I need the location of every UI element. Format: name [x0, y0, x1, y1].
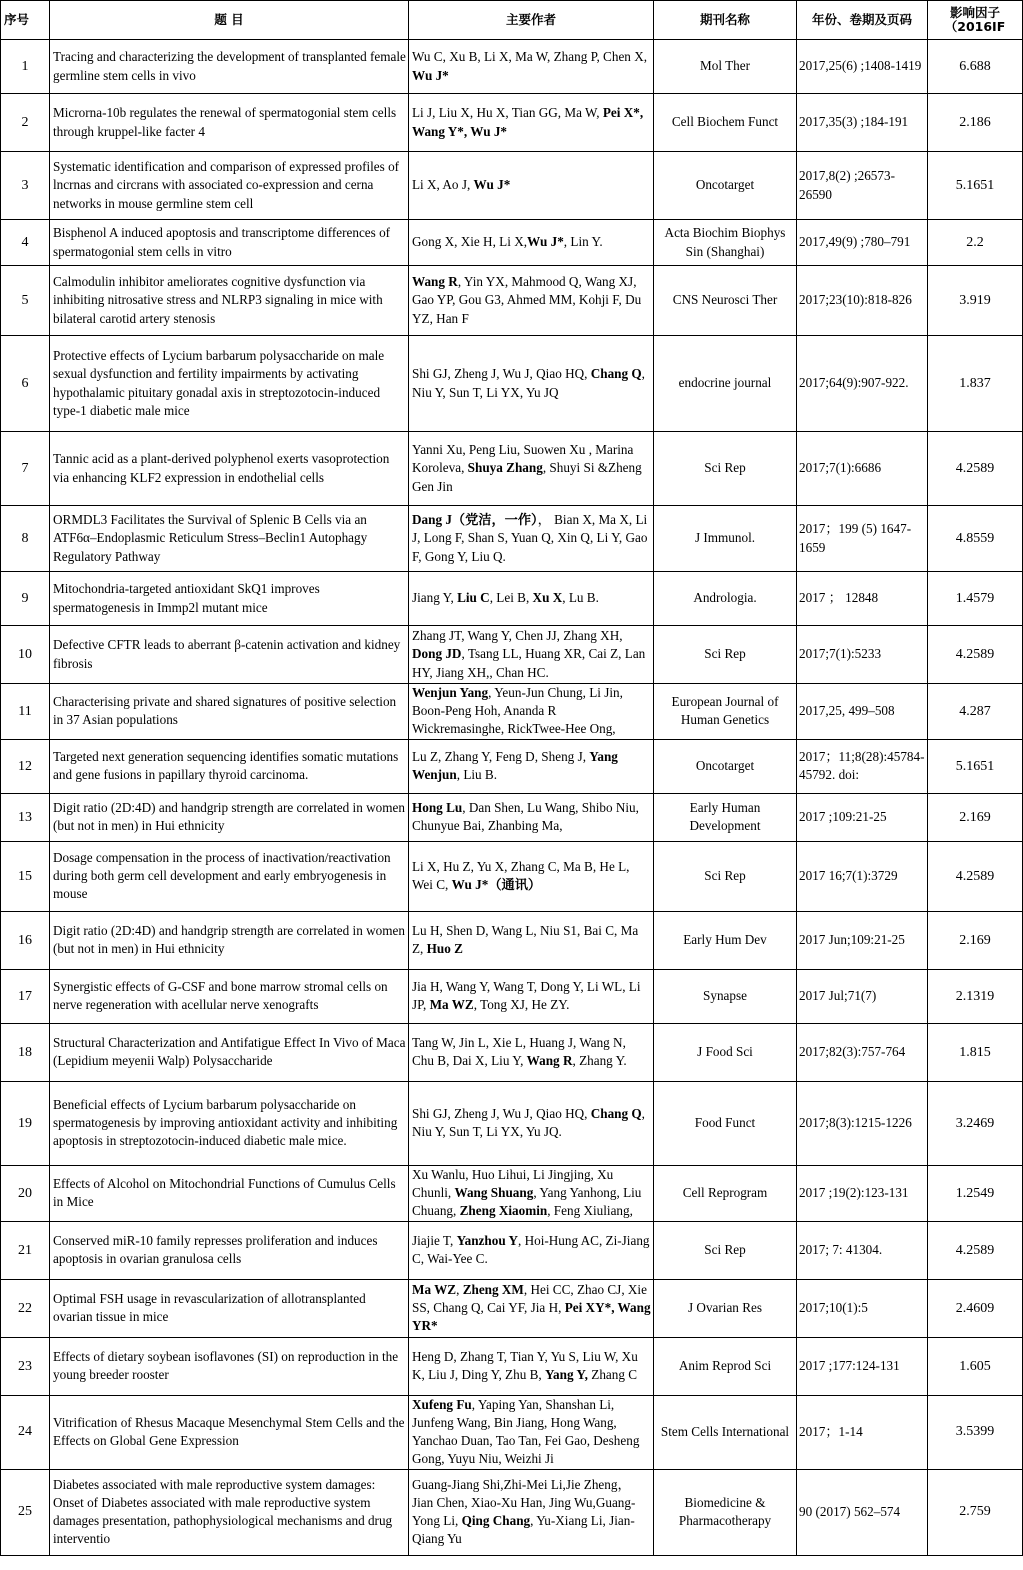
author-text: ,: [456, 1281, 463, 1297]
volume-pages: 2017 Jun;109:21-25: [797, 911, 928, 969]
volume-pages: 2017 ;19(2):123-131: [797, 1165, 928, 1221]
author-text: Li J, Liu X, Hu X, Tian GG, Ma W,: [412, 105, 603, 121]
row-number: 10: [1, 626, 50, 684]
table-row: [1, 94, 1023, 152]
volume-pages: 2017;7(1):6686: [797, 432, 928, 506]
row-number: 5: [1, 266, 50, 336]
volume-pages: 2017 16;7(1):3729: [797, 841, 928, 911]
table-row: [1, 506, 1023, 572]
author-text: , Niu Y, Sun T, Li YX, Yu JQ.: [412, 1105, 645, 1140]
paper-title: Vitrification of Rhesus Macaque Mesenchymal Stem Cells and the Effects on Global Gene Expression: [50, 1395, 409, 1469]
row-number: 8: [1, 506, 50, 572]
author-highlight: Qing Chang: [461, 1513, 531, 1529]
paper-authors: [409, 572, 654, 626]
author-text: , Feng Xiuliang,: [547, 1203, 633, 1219]
impact-factor: 2.169: [928, 793, 1023, 841]
paper-authors: [409, 1395, 654, 1469]
paper-authors: [409, 684, 654, 740]
author-text: Jia H, Wang Y, Wang T, Dong Y, Li WL, Li JP,: [412, 978, 641, 1013]
paper-authors: [409, 1279, 654, 1337]
volume-pages: 2017,8(2) ;26573-26590: [797, 152, 928, 220]
table-row: [1, 969, 1023, 1023]
author-highlight: Dong JD: [412, 646, 462, 662]
paper-authors: [409, 336, 654, 432]
journal-name: endocrine journal: [654, 336, 797, 432]
paper-authors: [409, 266, 654, 336]
paper-title: Diabetes associated with male reproductive system damages: Onset of Diabetes associated with male reproductive system damages presentation, pathophysiological mechanisms and drug interventio: [50, 1469, 409, 1555]
journal-name: Biomedicine & Pharmacotherapy: [654, 1469, 797, 1555]
author-text: , Yaping Yan, Shanshan Li, Junfeng Wang, Bin Jiang, Hong Wang, Yanchao Duan, Tao Tan, Fei Gao, Desheng Gong, Yuyu Niu, Weizhi Ji: [412, 1396, 640, 1467]
author-text: , Lei B,: [489, 590, 533, 606]
author-highlight: Yang Y,: [544, 1367, 588, 1383]
author-text: ， Bian X, Ma X, Li J, Long F, Shan S, Yuan Q, Xin Q, Li Y, Gao F, Gong Y, Liu Q.: [412, 512, 648, 564]
author-text: Jiang Y,: [412, 590, 458, 606]
author-text: , Yin YX, Mahmood Q, Wang XJ, Gao YP, Gou G3, Ahmed MM, Kohji F, Du YZ, Han F: [412, 274, 642, 326]
paper-title: Optimal FSH usage in revascularization of allotransplanted ovarian tissue in mice: [50, 1279, 409, 1337]
row-number: 2: [1, 94, 50, 152]
author-highlight: Pei X*, Wang Y*, Wu J*: [412, 105, 644, 139]
impact-factor: 4.2589: [928, 841, 1023, 911]
impact-factor: 5.1651: [928, 152, 1023, 220]
volume-pages: 2017;23(10):818-826: [797, 266, 928, 336]
volume-pages: 2017；1-14: [797, 1395, 928, 1469]
author-highlight: Xu X: [532, 590, 563, 606]
paper-title: Synergistic effects of G-CSF and bone marrow stromal cells on nerve regeneration with acellular nerve xenografts: [50, 969, 409, 1023]
journal-name: Sci Rep: [654, 626, 797, 684]
paper-title: Tracing and characterizing the development of transplanted female germline stem cells in vivo: [50, 40, 409, 94]
table-row: [1, 1165, 1023, 1221]
row-number: 9: [1, 572, 50, 626]
impact-factor: 2.759: [928, 1469, 1023, 1555]
author-text: Li X, Ao J,: [412, 177, 474, 193]
impact-factor: 4.287: [928, 684, 1023, 740]
author-text: Li X, Hu Z, Yu X, Zhang C, Ma B, He L, Wei C,: [412, 858, 630, 893]
paper-title: ORMDL3 Facilitates the Survival of Splenic B Cells via an ATF6α–Endoplasmic Reticulum Stress–Beclin1 Autophagy Regulatory Pathway: [50, 506, 409, 572]
paper-authors: [409, 969, 654, 1023]
author-text: Guang-Jiang Shi,Zhi-Mei Li,Jie Zheng，Jian Chen, Xiao-Xu Han, Jing Wu,Guang-Yong Li,: [412, 1476, 636, 1529]
journal-name: J Food Sci: [654, 1023, 797, 1081]
table-row: [1, 793, 1023, 841]
paper-authors: [409, 1081, 654, 1165]
impact-factor: 4.8559: [928, 506, 1023, 572]
paper-title: Effects of dietary soybean isoflavones (SI) on reproduction in the young breeder rooster: [50, 1337, 409, 1395]
row-number: 13: [1, 793, 50, 841]
journal-name: Mol Ther: [654, 40, 797, 94]
paper-title: Calmodulin inhibitor ameliorates cognitive dysfunction via inhibiting nitrosative stress and NLRP3 signaling in mice with bilateral carotid artery stenosis: [50, 266, 409, 336]
table-row: [1, 432, 1023, 506]
author-highlight: Shuya Zhang: [467, 460, 543, 476]
impact-factor: 1.815: [928, 1023, 1023, 1081]
author-highlight: Wu J*（通讯）: [451, 877, 542, 893]
author-text: , Tong XJ, He ZY.: [473, 997, 570, 1013]
table-row: [1, 336, 1023, 432]
paper-authors: [409, 1221, 654, 1279]
table-row: [1, 1395, 1023, 1469]
journal-name: Sci Rep: [654, 432, 797, 506]
header-authors: 主要作者: [409, 1, 654, 40]
paper-title: Microrna-10b regulates the renewal of spermatogonial stem cells through kruppel-like facter 4: [50, 94, 409, 152]
journal-name: European Journal of Human Genetics: [654, 684, 797, 740]
journal-name: Sci Rep: [654, 1221, 797, 1279]
header-impact: 影响因子（2016IF: [928, 1, 1023, 40]
journal-name: Oncotarget: [654, 152, 797, 220]
impact-factor: 6.688: [928, 40, 1023, 94]
author-text: Tang W, Jin L, Xie L, Huang J, Wang N, Chu B, Dai X, Liu Y,: [412, 1034, 626, 1069]
journal-name: J Immunol.: [654, 506, 797, 572]
journal-name: Synapse: [654, 969, 797, 1023]
author-text: , Yang Yanhong, Liu Chuang,: [412, 1185, 642, 1219]
author-highlight: Yanzhou Y: [456, 1232, 518, 1248]
author-text: Lu Z, Zhang Y, Feng D, Sheng J,: [412, 748, 590, 764]
impact-factor: 1.605: [928, 1337, 1023, 1395]
paper-authors: [409, 220, 654, 266]
paper-title: Bisphenol A induced apoptosis and transcriptome differences of spermatogonial stem cells in vitro: [50, 220, 409, 266]
table-row: [1, 152, 1023, 220]
table-row: [1, 739, 1023, 793]
author-highlight: Wang Shuang: [454, 1185, 534, 1201]
table-row: [1, 1469, 1023, 1555]
journal-name: Early Human Development: [654, 793, 797, 841]
row-number: 23: [1, 1337, 50, 1395]
paper-authors: [409, 506, 654, 572]
row-number: 17: [1, 969, 50, 1023]
row-number: 21: [1, 1221, 50, 1279]
row-number: 18: [1, 1023, 50, 1081]
row-number: 16: [1, 911, 50, 969]
author-highlight: Wang R: [526, 1053, 573, 1069]
author-text: , Shuyi Si &Zheng Gen Jin: [412, 460, 642, 494]
author-text: , Niu Y, Sun T, Li YX, Yu JQ: [412, 366, 645, 400]
author-highlight: Wenjun Yang: [412, 685, 489, 700]
author-highlight: Wu J*: [473, 177, 511, 193]
author-highlight: Chang Q: [590, 1105, 642, 1121]
row-number: 15: [1, 841, 50, 911]
paper-title: Effects of Alcohol on Mitochondrial Functions of Cumulus Cells in Mice: [50, 1165, 409, 1221]
volume-pages: 2017;7(1):5233: [797, 626, 928, 684]
author-highlight: Liu C: [457, 590, 490, 606]
table-row: [1, 684, 1023, 740]
author-highlight: Pei XY*, Wang YR*: [412, 1300, 651, 1334]
journal-name: Andrologia.: [654, 572, 797, 626]
author-text: Zhang C: [587, 1367, 638, 1383]
impact-factor: 2.186: [928, 94, 1023, 152]
paper-authors: [409, 1165, 654, 1221]
volume-pages: 2017 ； 12848: [797, 572, 928, 626]
header-title: 题 目: [50, 1, 409, 40]
journal-name: J Ovarian Res: [654, 1279, 797, 1337]
author-text: Lu H, Shen D, Wang L, Niu S1, Bai C, Ma Z,: [412, 922, 639, 957]
journal-name: Stem Cells International: [654, 1395, 797, 1469]
row-number: 6: [1, 336, 50, 432]
impact-factor: 3.2469: [928, 1081, 1023, 1165]
paper-title: Tannic acid as a plant-derived polyphenol exerts vasoprotection via enhancing KLF2 expression in endothelial cells: [50, 432, 409, 506]
author-highlight: Wu J*: [412, 67, 449, 83]
row-number: 22: [1, 1279, 50, 1337]
author-highlight: Huo Z: [426, 941, 463, 957]
author-text: Wu C, Xu B, Li X, Ma W, Zhang P, Chen X,: [412, 49, 648, 65]
author-highlight: Ma WZ: [429, 997, 474, 1013]
row-number: 3: [1, 152, 50, 220]
volume-pages: 2017,25, 499–508: [797, 684, 928, 740]
paper-authors: [409, 793, 654, 841]
impact-factor: 4.2589: [928, 1221, 1023, 1279]
paper-title: Targeted next generation sequencing identifies somatic mutations and gene fusions in papillary thyroid carcinoma.: [50, 739, 409, 793]
table-row: [1, 911, 1023, 969]
author-text: , Lin Y.: [563, 234, 603, 250]
impact-factor: 1.837: [928, 336, 1023, 432]
journal-name: Oncotarget: [654, 739, 797, 793]
table-row: [1, 1023, 1023, 1081]
paper-title: Conserved miR-10 family represses proliferation and induces apoptosis in ovarian granulosa cells: [50, 1221, 409, 1279]
journal-name: CNS Neurosci Ther: [654, 266, 797, 336]
paper-title: Defective CFTR leads to aberrant β-catenin activation and kidney fibrosis: [50, 626, 409, 684]
author-highlight: Chang Q: [590, 366, 642, 382]
table-row: [1, 841, 1023, 911]
row-number: 1: [1, 40, 50, 94]
author-highlight: Wang R: [412, 274, 458, 290]
journal-name: Anim Reprod Sci: [654, 1337, 797, 1395]
table-row: [1, 266, 1023, 336]
author-text: , Tsang LL, Huang XR, Cai Z, Lan HY, Jiang XH,, Chan HC.: [412, 646, 646, 680]
volume-pages: 2017; 7: 41304.: [797, 1221, 928, 1279]
volume-pages: 90 (2017) 562–574: [797, 1469, 928, 1555]
paper-authors: [409, 841, 654, 911]
paper-title: Beneficial effects of Lycium barbarum polysaccharide on spermatogenesis by improving antioxidant activity and inhibiting apoptosis in streptozotocin-induced diabetic male mice.: [50, 1081, 409, 1165]
paper-title: Characterising private and shared signatures of positive selection in 37 Asian populations: [50, 684, 409, 740]
table-row: [1, 1081, 1023, 1165]
author-text: Gong X, Xie H, Li X,: [412, 234, 528, 250]
journal-name: Cell Biochem Funct: [654, 94, 797, 152]
header-volume: 年份、卷期及页码: [797, 1, 928, 40]
journal-name: Food Funct: [654, 1081, 797, 1165]
volume-pages: 2017；11;8(28):45784-45792. doi:: [797, 739, 928, 793]
paper-title: Protective effects of Lycium barbarum polysaccharide on male sexual dysfunction and fertility impairments by activating hypothalamic pituitary gonadal axis in streptozotocin-induced type-1 diabetic male mice: [50, 336, 409, 432]
author-highlight: Zheng Xiaomin: [459, 1203, 548, 1219]
paper-authors: [409, 911, 654, 969]
author-text: , Yu-Xiang Li, Jian-Qiang Yu: [412, 1513, 635, 1547]
volume-pages: 2017,25(6) ;1408-1419: [797, 40, 928, 94]
row-number: 20: [1, 1165, 50, 1221]
author-highlight: Ma WZ: [412, 1281, 457, 1297]
journal-name: Early Hum Dev: [654, 911, 797, 969]
volume-pages: 2017,35(3) ;184-191: [797, 94, 928, 152]
impact-factor: 4.2589: [928, 626, 1023, 684]
journal-name: Sci Rep: [654, 841, 797, 911]
volume-pages: 2017;8(3):1215-1226: [797, 1081, 928, 1165]
impact-factor: 2.4609: [928, 1279, 1023, 1337]
paper-authors: [409, 432, 654, 506]
row-number: 11: [1, 684, 50, 740]
author-text: , Dan Shen, Lu Wang, Shibo Niu, Chunyue Bai, Zhanbing Ma,: [412, 799, 639, 834]
paper-authors: [409, 626, 654, 684]
impact-factor: 5.1651: [928, 739, 1023, 793]
author-highlight: Dang J（党洁，一作）: [412, 512, 538, 528]
row-number: 25: [1, 1469, 50, 1555]
author-highlight: Yang Wenjun: [412, 748, 618, 783]
paper-authors: [409, 1469, 654, 1555]
impact-factor: 1.2549: [928, 1165, 1023, 1221]
author-text: , Hoi-Hung AC, Zi-Jiang C, Wai-Yee C.: [412, 1232, 650, 1267]
header-row: [1, 1, 1023, 40]
paper-title: Dosage compensation in the process of inactivation/reactivation during both germ cell development and early embryogenesis in mouse: [50, 841, 409, 911]
paper-authors: [409, 1337, 654, 1395]
author-text: , Yeun-Jun Chung, Li Jin, Boon-Peng Hoh, Ananda R Wickremasinghe, RickTwee-Hee Ong,: [412, 685, 623, 737]
volume-pages: 2017 Jul;71(7): [797, 969, 928, 1023]
paper-authors: [409, 40, 654, 94]
impact-factor: 1.4579: [928, 572, 1023, 626]
volume-pages: 2017;64(9):907-922.: [797, 336, 928, 432]
author-text: Heng D, Zhang T, Tian Y, Yu S, Liu W, Xu K, Liu J, Ding Y, Zhu B,: [412, 1348, 638, 1383]
table-row: [1, 1221, 1023, 1279]
impact-factor: 4.2589: [928, 432, 1023, 506]
paper-title: Digit ratio (2D:4D) and handgrip strength are correlated in women (but not in men) in Hui ethnicity: [50, 911, 409, 969]
row-number: 12: [1, 739, 50, 793]
author-text: , Zhang Y.: [572, 1053, 627, 1069]
journal-name: Acta Biochim Biophys Sin (Shanghai): [654, 220, 797, 266]
volume-pages: 2017;10(1):5: [797, 1279, 928, 1337]
paper-title: Structural Characterization and Antifatigue Effect In Vivo of Maca (Lepidium meyenii Walp) Polysaccharide: [50, 1023, 409, 1081]
author-highlight: Wu J*: [527, 234, 564, 250]
author-text: Jiajie T,: [412, 1232, 457, 1248]
impact-factor: 2.169: [928, 911, 1023, 969]
paper-authors: [409, 739, 654, 793]
volume-pages: 2017;82(3):757-764: [797, 1023, 928, 1081]
paper-title: Digit ratio (2D:4D) and handgrip strength are correlated in women (but not in men) in Hui ethnicity: [50, 793, 409, 841]
impact-factor: 3.919: [928, 266, 1023, 336]
paper-title: Mitochondria-targeted antioxidant SkQ1 improves spermatogenesis in Immp2l mutant mice: [50, 572, 409, 626]
author-text: Yanni Xu, Peng Liu, Suowen Xu , Marina Koroleva,: [412, 442, 634, 476]
table-row: [1, 40, 1023, 94]
paper-authors: [409, 94, 654, 152]
author-text: , Hei CC, Zhao CJ, Xie SS, Chang Q, Cai YF, Jia H,: [412, 1281, 647, 1316]
journal-name: Cell Reprogram: [654, 1165, 797, 1221]
author-text: Zhang JT, Wang Y, Chen JJ, Zhang XH,: [412, 628, 623, 644]
table-row: [1, 1279, 1023, 1337]
header-journal: 期刊名称: [654, 1, 797, 40]
paper-authors: [409, 1023, 654, 1081]
author-text: Shi GJ, Zheng J, Wu J, Qiao HQ,: [412, 1105, 591, 1121]
paper-authors: [409, 152, 654, 220]
author-highlight: Xufeng Fu: [412, 1396, 472, 1412]
impact-factor: 3.5399: [928, 1395, 1023, 1469]
author-text: , Liu B.: [456, 767, 498, 783]
row-number: 7: [1, 432, 50, 506]
author-text: Xu Wanlu, Huo Lihui, Li Jingjing, Xu Chunli,: [412, 1166, 614, 1201]
volume-pages: 2017；199 (5) 1647-1659: [797, 506, 928, 572]
row-number: 24: [1, 1395, 50, 1469]
table-row: [1, 626, 1023, 684]
author-text: Shi GJ, Zheng J, Wu J, Qiao HQ,: [412, 366, 591, 382]
table-row: [1, 220, 1023, 266]
volume-pages: 2017,49(9) ;780–791: [797, 220, 928, 266]
row-number: 19: [1, 1081, 50, 1165]
impact-factor: 2.1319: [928, 969, 1023, 1023]
table-row: [1, 572, 1023, 626]
author-highlight: Zheng XM: [462, 1281, 524, 1297]
paper-title: Systematic identification and comparison of expressed profiles of lncrnas and circrans with associated co-expression and cerna networks in mouse germline stem cell: [50, 152, 409, 220]
volume-pages: 2017 ;177:124-131: [797, 1337, 928, 1395]
volume-pages: 2017 ;109:21-25: [797, 793, 928, 841]
author-highlight: Hong Lu: [412, 799, 463, 815]
author-text: , Lu B.: [562, 590, 599, 606]
row-number: 4: [1, 220, 50, 266]
table-row: [1, 1337, 1023, 1395]
header-no: 序号: [1, 1, 50, 40]
impact-factor: 2.2: [928, 220, 1023, 266]
